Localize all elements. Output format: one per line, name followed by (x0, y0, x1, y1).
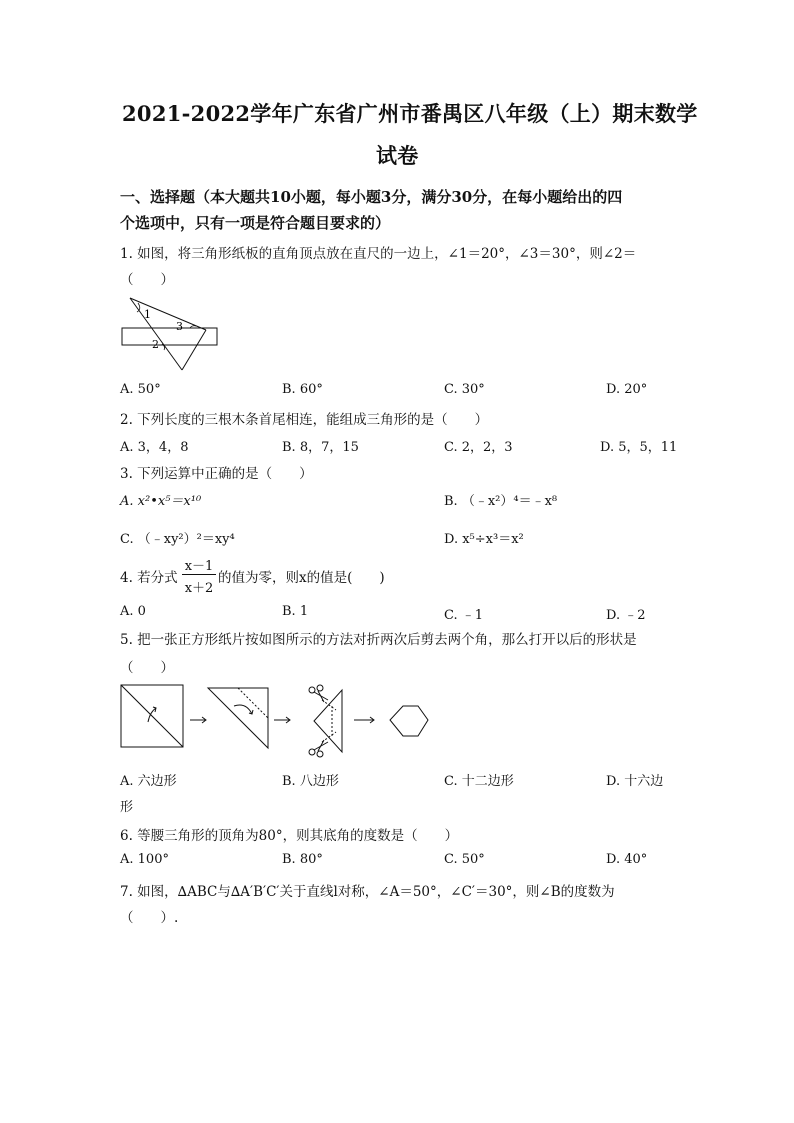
q4-option-a[interactable]: A. 0 (120, 604, 146, 619)
q6-option-a[interactable]: A. 100° (120, 852, 169, 867)
q5-option-d-wrap: 形 (120, 800, 134, 815)
fraction-numerator: x－1 (184, 559, 214, 574)
square-diagonal (121, 685, 183, 747)
question-7-stem-continued: （ ）. (120, 910, 179, 926)
triangle-edge-right (182, 330, 206, 370)
q2-option-c[interactable]: C. 2，2，3 (444, 440, 513, 455)
scissors-icon (309, 685, 328, 702)
q5-option-c[interactable]: C. 十二边形 (444, 774, 514, 789)
question-1-stem: 1. 如图，将三角形纸板的直角顶点放在直尺的一边上，∠1＝20°，∠3＝30°，则∠2＝ (120, 246, 637, 262)
ruler-triangle-figure (118, 292, 222, 374)
question-7-stem: 7. 如图，∆ABC与∆A′B′C′关于直线l对称，∠A＝50°，∠C′＝30°，则∠B的度数为 (120, 884, 615, 900)
question-2-stem: 2. 下列长度的三根木条首尾相连，能组成三角形的是（ ） (120, 412, 489, 428)
question-5-stem: 5. 把一张正方形纸片按如图所示的方法对折两次后剪去两个角，那么打开以后的形状是 (120, 632, 637, 648)
q5-option-a[interactable]: A. 六边形 (120, 774, 177, 789)
q1-option-c[interactable]: C. 30° (444, 382, 485, 397)
q1-option-a[interactable]: A. 50° (120, 382, 161, 397)
q2-option-d[interactable]: D. 5，5，11 (600, 440, 678, 455)
q2-option-b[interactable]: B. 8，7，15 (282, 440, 359, 455)
q4-option-c[interactable]: C. ﹣1 (444, 608, 484, 623)
q3-option-b[interactable]: B. （﹣x²）⁴＝﹣x⁸ (444, 494, 558, 509)
q5-option-b[interactable]: B. 八边形 (282, 774, 339, 789)
q6-option-c[interactable]: C. 50° (444, 852, 485, 867)
question-4-stem-prefix: 4. 若分式 (120, 570, 178, 586)
question-3-stem: 3. 下列运算中正确的是（ ） (120, 466, 313, 482)
q4-option-b[interactable]: B. 1 (282, 604, 309, 619)
question-5-stem-continued: （ ） (120, 660, 174, 676)
q1-option-d[interactable]: D. 20° (606, 382, 648, 397)
question-4-stem-suffix: 的值为零，则x的值是( ) (218, 570, 385, 586)
fold-arrow-1-icon (148, 708, 156, 722)
section-heading-continued: 个选项中，只有一项是符合题目要求的） (120, 214, 391, 232)
scissors-icon (309, 740, 328, 757)
section-heading: 一、选择题（本大题共10小题，每小题3分，满分30分，在每小题给出的四 (120, 188, 623, 206)
angle-2-label: 2 (152, 338, 159, 351)
angle-3-label: 3 (176, 320, 183, 333)
q5-option-d[interactable]: D. 十六边 (606, 774, 664, 789)
paper-folding-figure (118, 682, 444, 762)
angle-1-label: 1 (144, 308, 151, 321)
q3-option-a[interactable]: A. x²•x⁵＝x¹⁰ (120, 494, 202, 509)
small-triangle (314, 690, 342, 752)
q6-option-b[interactable]: B. 80° (282, 852, 323, 867)
fraction-denominator: x＋2 (184, 581, 214, 596)
fraction-bar (182, 574, 216, 575)
q6-option-d[interactable]: D. 40° (606, 852, 648, 867)
page-title-continued: 试卷 (376, 143, 419, 168)
hexagon-result (390, 706, 428, 736)
folded-triangle (208, 688, 268, 748)
q1-option-b[interactable]: B. 60° (282, 382, 323, 397)
question-6-stem: 6. 等腰三角形的顶角为80°，则其底角的度数是（ ） (120, 828, 459, 844)
question-1-stem-continued: （ ） (120, 272, 174, 288)
q2-option-a[interactable]: A. 3，4，8 (120, 440, 189, 455)
ruler-shape (122, 328, 217, 345)
q4-option-d[interactable]: D. ﹣2 (606, 608, 646, 623)
q3-option-c[interactable]: C. （﹣xy²）²＝xy⁴ (120, 532, 235, 547)
page-title: 2021-2022学年广东省广州市番禺区八年级（上）期末数学 (122, 101, 698, 126)
q3-option-d[interactable]: D. x⁵÷x³＝x² (444, 532, 524, 547)
